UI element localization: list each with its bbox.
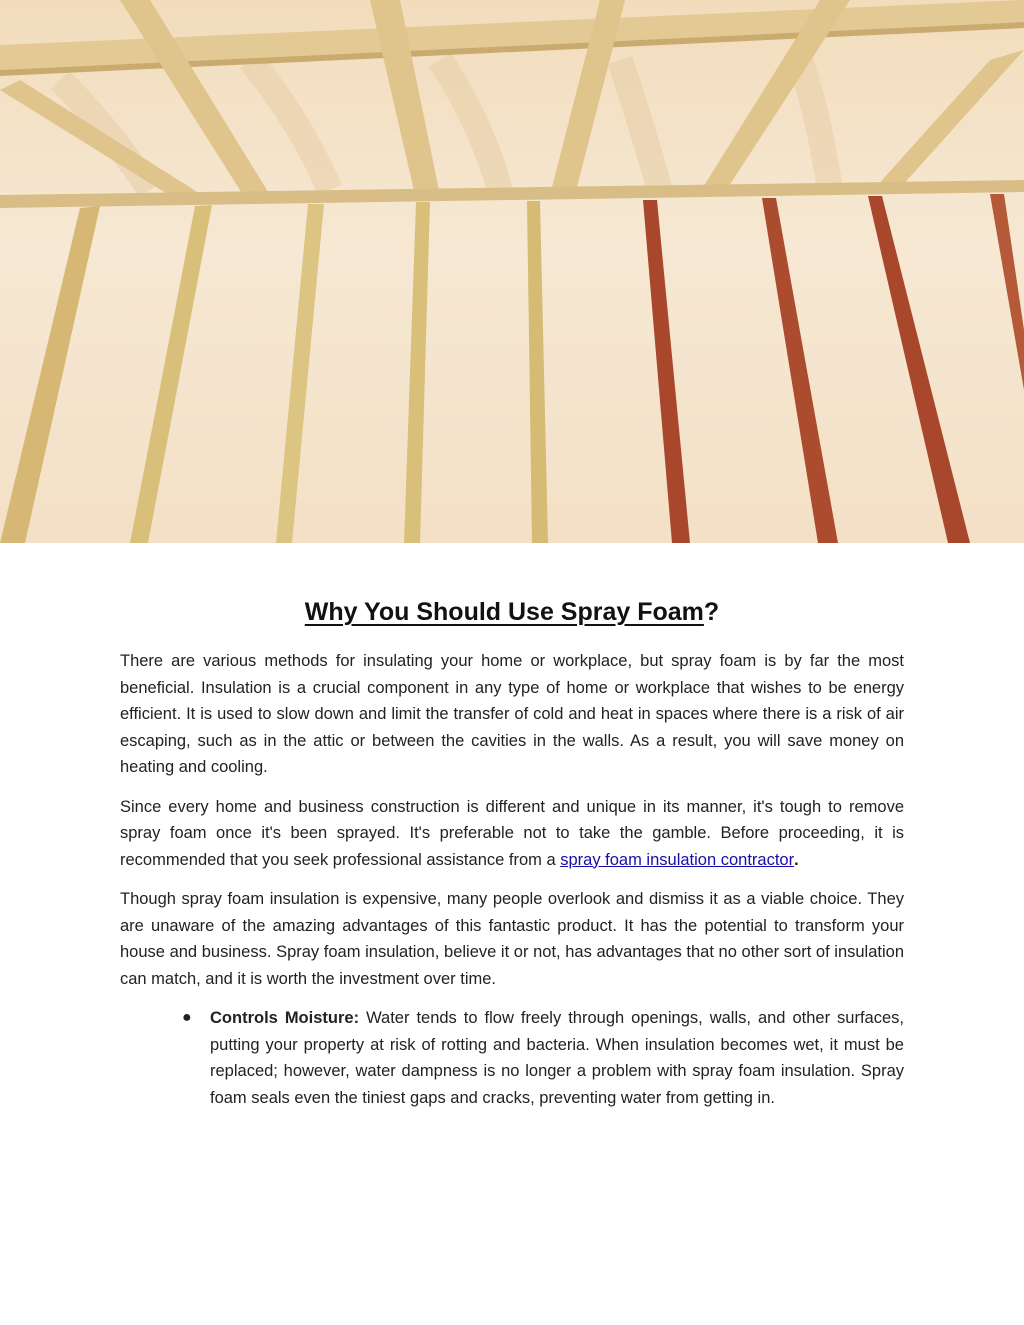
bullet-icon: ●: [182, 1009, 192, 1026]
paragraph-contractor-end: .: [794, 850, 799, 869]
paragraph-contractor: [120, 794, 904, 874]
bullet-text: Water tends to flow freely through openings, walls, and other surfaces, putting your property at risk of rotting and bacteria. When insulation becomes wet, it must be replaced; however, water dampness is no longer a problem with spray foam insulation. Spray foam seals even the tiniest gaps and cracks, preventing water from getting in.: [210, 1009, 904, 1107]
paragraph-contractor-text: Since every home and business construction is different and unique in its manner, it's tough to remove spray foam once it's been sprayed. It's preferable not to take the gamble. Before proceeding, it is recommended that you seek professional assistance from a: [120, 797, 904, 869]
benefits-list: [120, 1005, 904, 1111]
article-body: [120, 648, 904, 1111]
paragraph-intro: There are various methods for insulating your home or workplace, but spray foam is by far the most beneficial. Insulation is a crucial component in any type of home or workplace that wishes to be energy efficient. It is used to slow down and limit the transfer of cold and heat in spaces where there is a risk of air escaping, such as in the attic or between the cavities in the walls. As a result, you will save money on heating and cooling.: [120, 652, 904, 776]
paragraph-advantages: Though spray foam insulation is expensive, many people overlook and dismiss it as a viable choice. They are unaware of the amazing advantages of this fantastic product. It has the potential to transform your house and business. Spray foam insulation, believe it or not, has advantages that no other sort of insulation can match, and it is worth the investment over time.: [120, 890, 904, 988]
hero-image: [0, 0, 1024, 543]
spray-foam-contractor-link[interactable]: spray foam insulation contractor: [560, 850, 795, 869]
list-item: [182, 1005, 904, 1111]
bullet-heading: Controls Moisture:: [210, 1009, 360, 1027]
title-question-mark: ?: [703, 598, 720, 626]
title-main: Why You Should Use Spray Foam: [304, 598, 704, 626]
page-title: [0, 592, 1024, 632]
